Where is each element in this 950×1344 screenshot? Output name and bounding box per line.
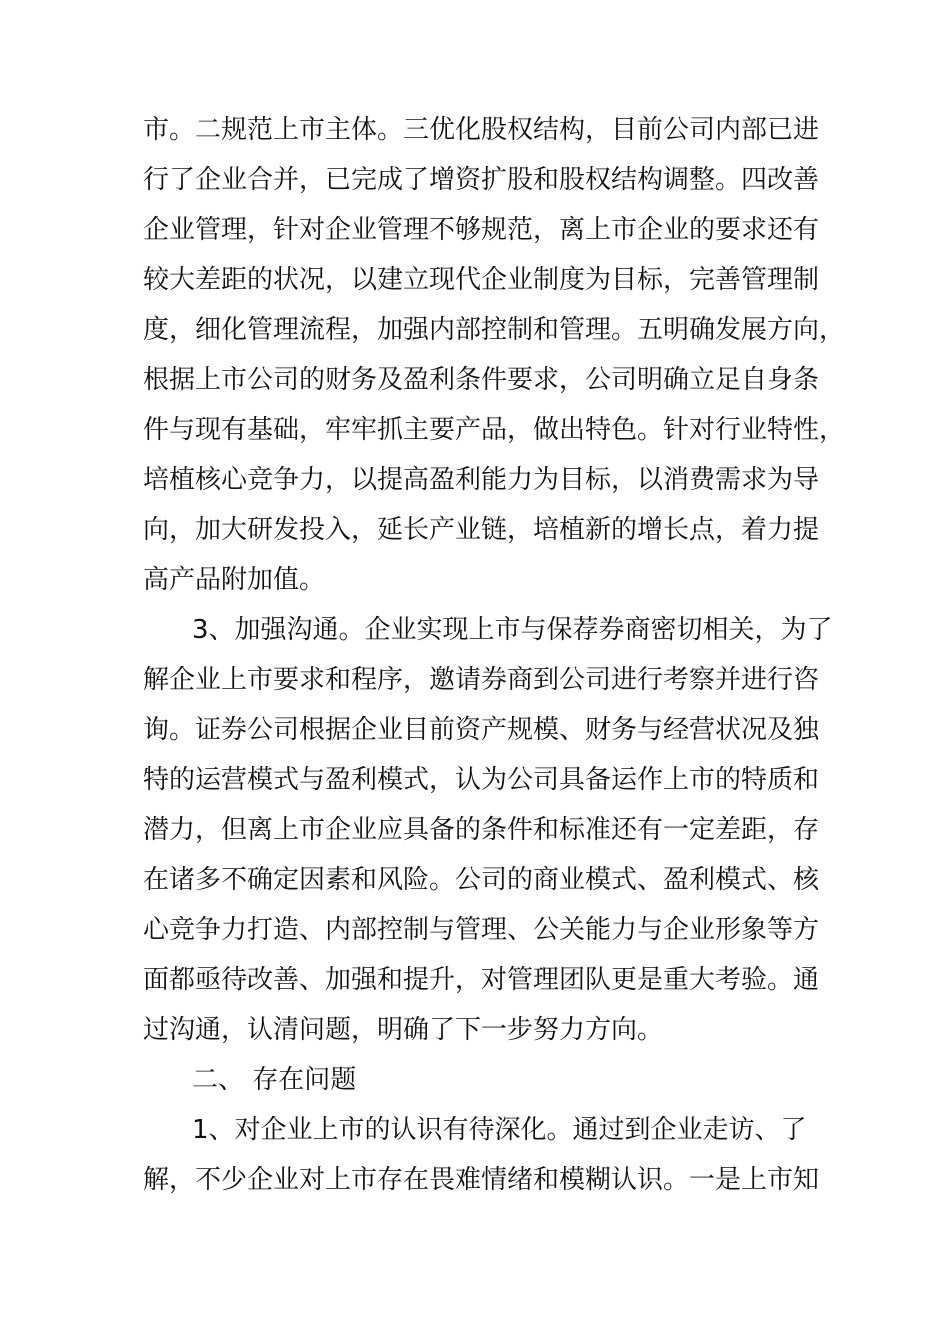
text-line: 心竞争力打造、内部控制与管理、公关能力与企业形象等方 [143,915,820,945]
text-line: 解企业上市要求和程序，邀请券商到公司进行考察并进行咨 [143,665,820,695]
text-line: 市。二规范上市主体。三优化股权结构，目前公司内部已进 [143,115,820,145]
text-line: 面都亟待改善、加强和提升，对管理团队更是重大考验。通 [143,965,820,995]
text-line: 过沟通，认清问题，明确了下一步努力方向。 [143,1015,664,1045]
text-line: 在诸多不确定因素和风险。公司的商业模式、盈利模式、核 [143,865,820,895]
text-line: 行了企业合并，已完成了增资扩股和股权结构调整。四改善 [143,165,820,195]
text-line: 培植核心竞争力，以提高盈利能力为目标，以消费需求为导 [143,465,820,495]
section-heading: 二、 存在问题 [192,1065,357,1095]
text-line: 件与现有基础，牢牢抓主要产品，做出特色。针对行业特性， [143,415,846,445]
text-line: 潜力，但离上市企业应具备的条件和标准还有一定差距，存 [143,815,820,845]
text-line: 解，不少企业对上市存在畏难情绪和模糊认识。一是上市知 [143,1165,820,1195]
text-line: 向，加大研发投入，延长产业链，培植新的增长点，着力提 [143,515,820,545]
text-line: 询。证券公司根据企业目前资产规模、财务与经营状况及独 [143,715,820,745]
text-line: 度，细化管理流程，加强内部控制和管理。五明确发展方向， [143,315,846,345]
paragraph-heading-line: 1、对企业上市的认识有待深化。通过到企业走访、了 [192,1115,807,1145]
text-line: 根据上市公司的财务及盈利条件要求，公司明确立足自身条 [143,365,820,395]
text-line: 企业管理，针对企业管理不够规范，离上市企业的要求还有 [143,215,820,245]
text-line: 较大差距的状况，以建立现代企业制度为目标，完善管理制 [143,265,820,295]
text-line: 特的运营模式与盈利模式，认为公司具备运作上市的特质和 [143,765,820,795]
text-line: 高产品附加值。 [143,565,326,595]
paragraph-heading-line: 3、加强沟通。企业实现上市与保荐券商密切相关，为了 [192,615,833,645]
